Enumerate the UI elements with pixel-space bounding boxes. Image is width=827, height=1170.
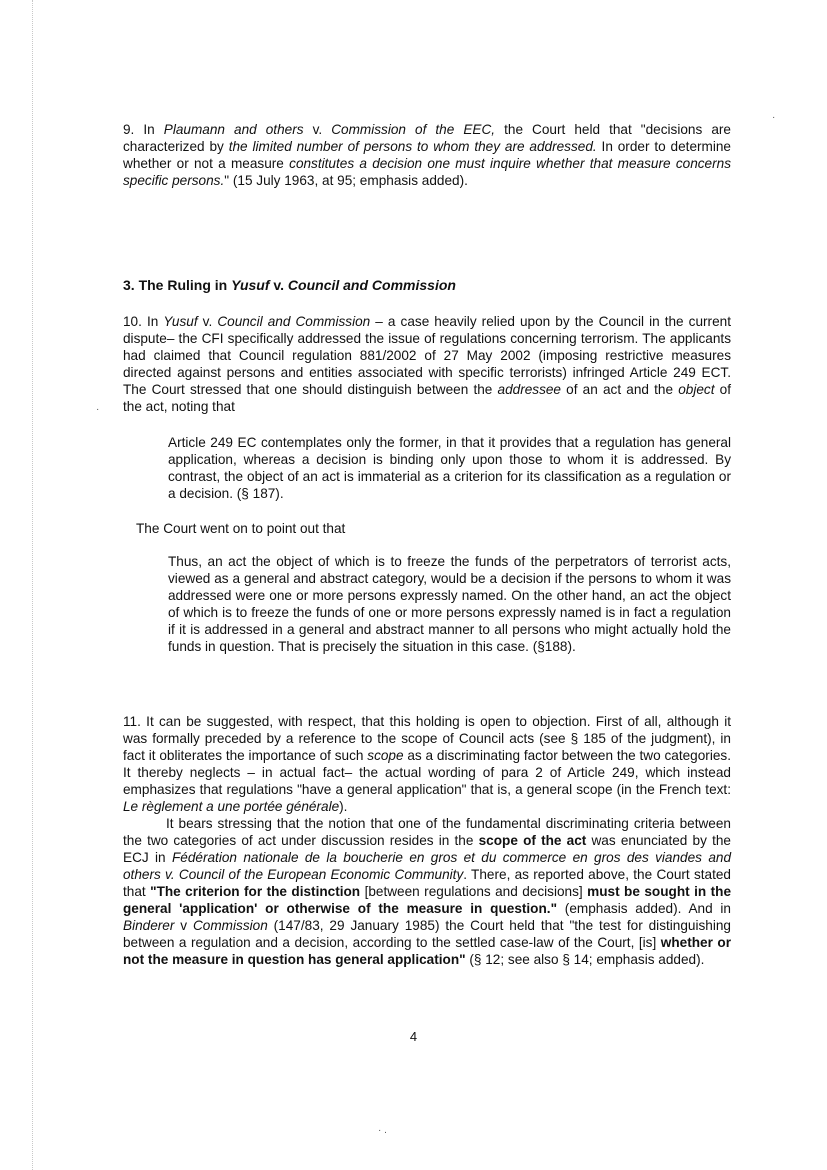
text: 10. In (123, 314, 164, 329)
text: 11. It can be suggested, with respect, that this holding is open to objection. First of all, although it was formally preceded by a reference to the scope of Council acts (see § 185 of the judgment), in fact it obliterates the importance of such (123, 714, 731, 763)
heading-case-name: Yusuf (231, 277, 270, 293)
quote-text: Thus, an act the object of which is to freeze the funds of the perpetrators of terrorist acts, viewed as a general and abstract category, would be a decision if the persons to whom it was addressed were one or more persons expressly named. On the other hand, an act the object of which is to freeze the funds of one or more persons expressly named is in fact a regulation if it is addressed in a general and abstract manner to all persons who might actually hold the funds in question. That is precisely the situation in this case. (§188). (168, 554, 731, 654)
text: (§ 12; see also § 14; emphasis added). (465, 952, 705, 967)
heading-text: 3. The Ruling in (123, 277, 232, 293)
case-name: Fédération nationale de la boucherie en gros et du commerce en gros des viandes and others v. Council of the European Economic Community (123, 850, 731, 882)
text: In order to determine whether or not a measure (123, 139, 731, 171)
text: 9. In (123, 122, 164, 137)
case-name: Commission of the EEC, (331, 122, 496, 137)
text: It bears stressing that the notion that one of the fundamental discriminating criteria between the two categories of act under discussion resides in the (123, 816, 731, 848)
case-name: Binderer (123, 918, 175, 933)
text: as a discriminating factor between the two categories. It thereby neglects – in actual fact– the actual wording of para 2 of Article 249, which instead emphasizes that regulations "have a general application" that is, a general scope (in the French text: (123, 748, 731, 797)
text: of the act, noting that (123, 382, 731, 414)
scan-speck: · . (378, 1125, 387, 1136)
case-name: Commission (192, 918, 268, 933)
scan-speck: · (772, 112, 776, 123)
text: (147/83, 29 January 1985) the Court held that "the test for distinguishing between a regulation and a decision, according to the settled case-law of the Court, [is] (123, 918, 731, 950)
bold-text: must be sought in the general 'application' or otherwise of the measure in question." (123, 884, 732, 916)
text: – a case heavily relied upon by the Council in the current dispute– the CFI specifically addressed the issue of regulations concerning terrorism. The applicants had claimed that Council regulation 881/2002 of 27 May 2002 (imposing restrictive measures directed against persons and entities associated with specific terrorists) infringed Article 249 ECT. The Court stressed that one should distinguish between the (123, 314, 731, 397)
page-number: 4 (409, 1029, 418, 1044)
french-quote: Le règlement a une portée générale (123, 799, 340, 814)
emphasis-text: the limited number of persons to whom they are addressed. (228, 139, 597, 154)
paragraph-11 (123, 713, 731, 968)
text: v (174, 918, 193, 933)
bold-text: "The criterion for the distinction (150, 884, 361, 899)
text: (emphasis added). And in (557, 901, 731, 916)
text: [between regulations and decisions] (360, 884, 588, 899)
heading-text: v. (269, 277, 288, 293)
text: " (15 July 1963, at 95; emphasis added). (224, 173, 468, 188)
case-name: Plaumann and others (163, 122, 304, 137)
bold-text: whether or not the measure in question has general application" (123, 935, 731, 967)
section-heading (123, 277, 456, 293)
case-name: Council and Commission (217, 314, 371, 329)
bold-text: scope of the act (478, 833, 587, 848)
quote-text: Article 249 EC contemplates only the former, in that it provides that a regulation has general application, whereas a decision is binding only upon those to whom it is addressed. By contrast, the object of an act is immaterial as a criterion for its classification as a regulation or a decision. (§ 187). (168, 435, 731, 501)
paragraph-9 (123, 121, 731, 189)
emphasis-text: addressee (497, 382, 561, 397)
text: the Court held that "decisions are characterized by (123, 122, 731, 154)
scan-speck: · (96, 404, 100, 415)
block-quote-188 (168, 553, 731, 655)
paragraph-10 (123, 313, 731, 415)
text: The Court went on to point out that (136, 521, 346, 536)
block-quote-187 (168, 434, 731, 502)
text: v. (197, 314, 218, 329)
text: ). (339, 799, 348, 814)
text: v. (303, 122, 332, 137)
text: was enunciated by the ECJ in (123, 833, 731, 865)
court-went-on-line (136, 520, 696, 537)
text: of an act and the (561, 382, 679, 397)
case-name: Yusuf (163, 314, 198, 329)
emphasis-text: object (678, 382, 715, 397)
text: . There, as reported above, the Court stated that (123, 867, 731, 899)
emphasis-text: constitutes a decision one must inquire whether that measure concerns specific persons. (123, 156, 731, 188)
emphasis-text: scope (367, 748, 404, 763)
heading-case-name: Council and Commission (287, 277, 456, 293)
